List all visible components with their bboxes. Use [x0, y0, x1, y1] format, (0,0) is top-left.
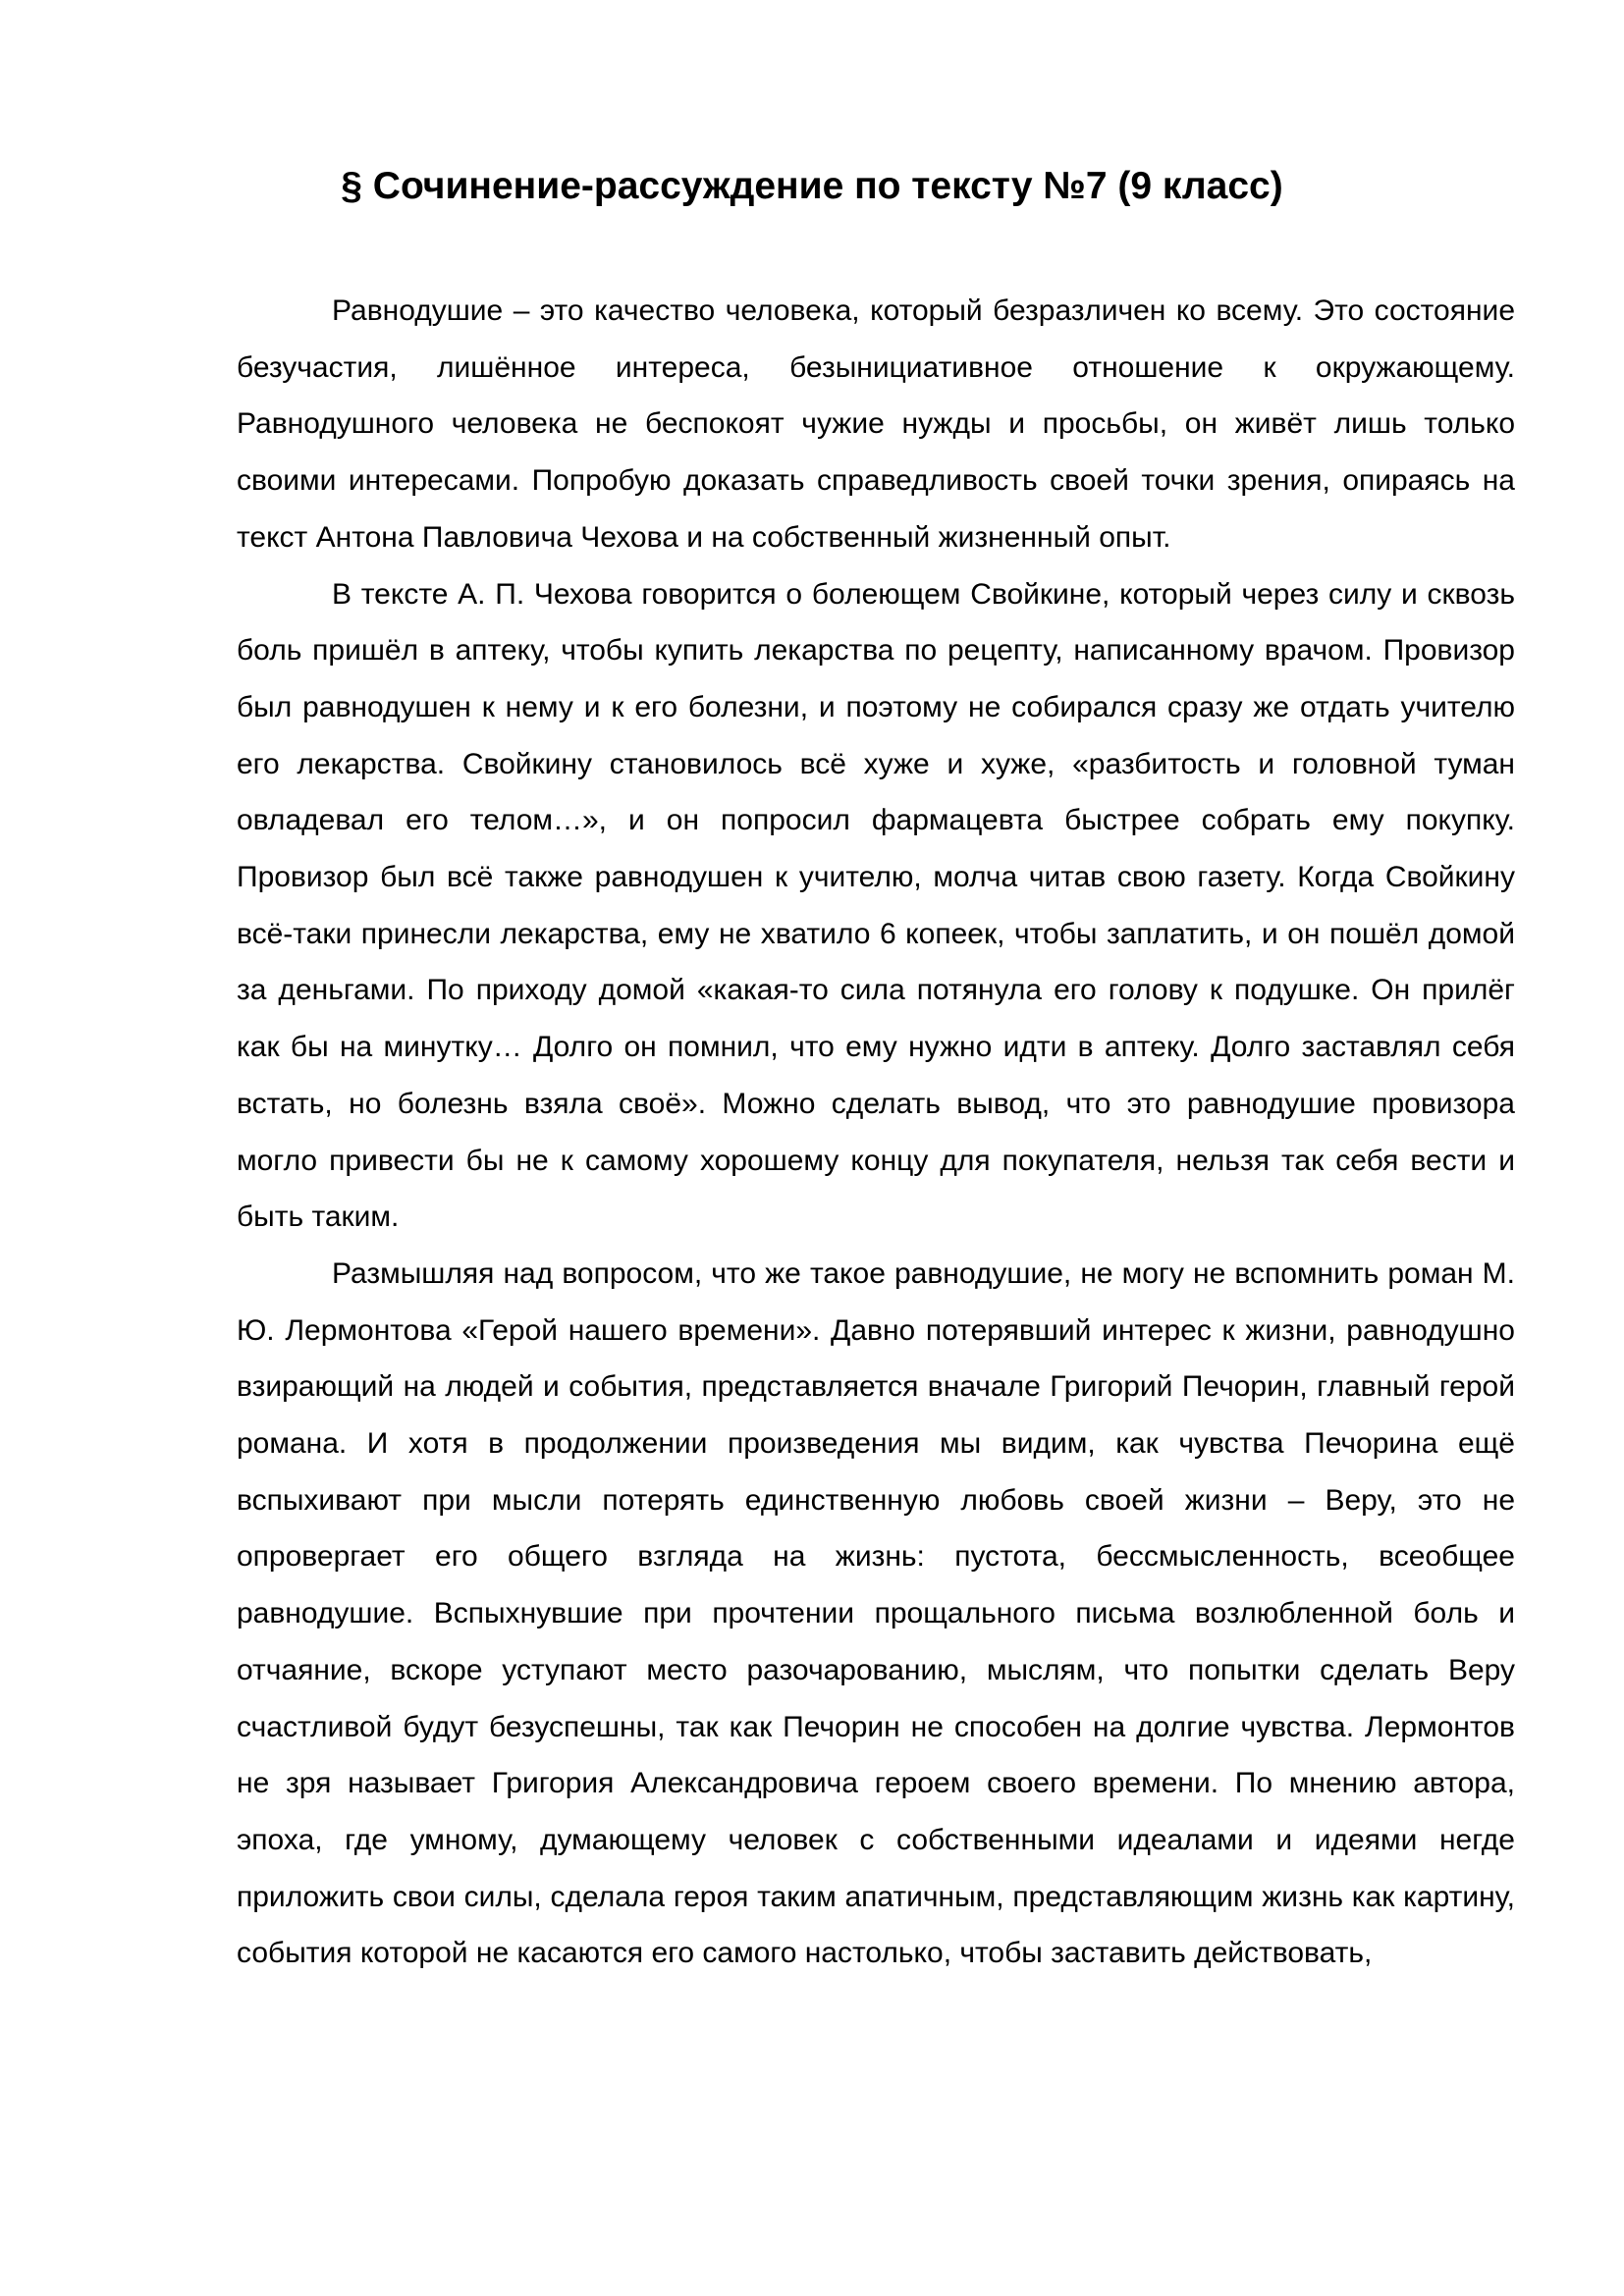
paragraph-intro: Равнодушие – это качество человека, который безразличен ко всему. Это состояние безучастия, лишённое интереса, безынициативное отношение к окружающему. Равнодушного человека не беспокоят чужие нужды и просьбы, он живёт лишь только своими интересами. Попробую доказать справедливость своей точки зрения, опираясь на текст Антона Павловича Чехова и на собственный жизненный опыт.	[237, 294, 1515, 554]
essay-body	[237, 283, 1515, 1982]
paragraph-lermontov-argument: Размышляя над вопросом, что же такое равнодушие, не могу не вспомнить роман М. Ю. Лермонтова «Герой нашего времени». Давно потерявший интерес к жизни, равнодушно взирающий на людей и события, представляется вначале Григорий Печорин, главный герой романа. И хотя в продолжении произведения мы видим, как чувства Печорина ещё вспыхивают при мысли потерять единственную любовь своей жизни – Веру, это не опровергает его общего взгляда на жизнь: пустота, бессмысленность, всеобщее равнодушие. Вспыхнувшие при прочтении прощального письма возлюбленной боль и отчаяние, вскоре уступают место разочарованию, мыслям, что попытки сделать Веру счастливой будут безуспешны, так как Печорин не способен на долгие чувства. Лермонтов не зря называет Григория Александровича героем своего времени. По мнению автора, эпоха, где умному, думающему человек с собственными идеалами и идеями негде приложить свои силы, сделала героя таким апатичным, представляющим жизнь как картину, события которой не касаются его самого настолько, чтобы заставить действовать,	[237, 1256, 1515, 1970]
page-title: § Сочинение-рассуждение по тексту №7 (9 класс)	[341, 165, 1283, 207]
paragraph-chekhov-argument: В тексте А. П. Чехова говорится о болеющем Свойкине, который через силу и сквозь боль пришёл в аптеку, чтобы купить лекарства по рецепту, написанному врачом. Провизор был равнодушен к нему и к его болезни, и поэтому не собирался сразу же отдать учителю его лекарства. Свойкину становилось всё хуже и хуже, «разбитость и головной туман овладевал его телом…», и он попросил фармацевта быстрее собрать ему покупку. Провизор был всё также равнодушен к учителю, молча читав свою газету. Когда Свойкину всё-таки принесли лекарства, ему не хватило 6 копеек, чтобы заплатить, и он пошёл домой за деньгами. По приходу домой «какая-то сила потянула его голову к подушке. Он прилёг как бы на минутку… Долго он помнил, что ему нужно идти в аптеку. Долго заставлял себя встать, но болезнь взяла своё». Можно сделать вывод, что это равнодушие провизора могло привести бы не к самому хорошему концу для покупателя, нельзя так себя вести и быть таким.	[237, 577, 1515, 1234]
